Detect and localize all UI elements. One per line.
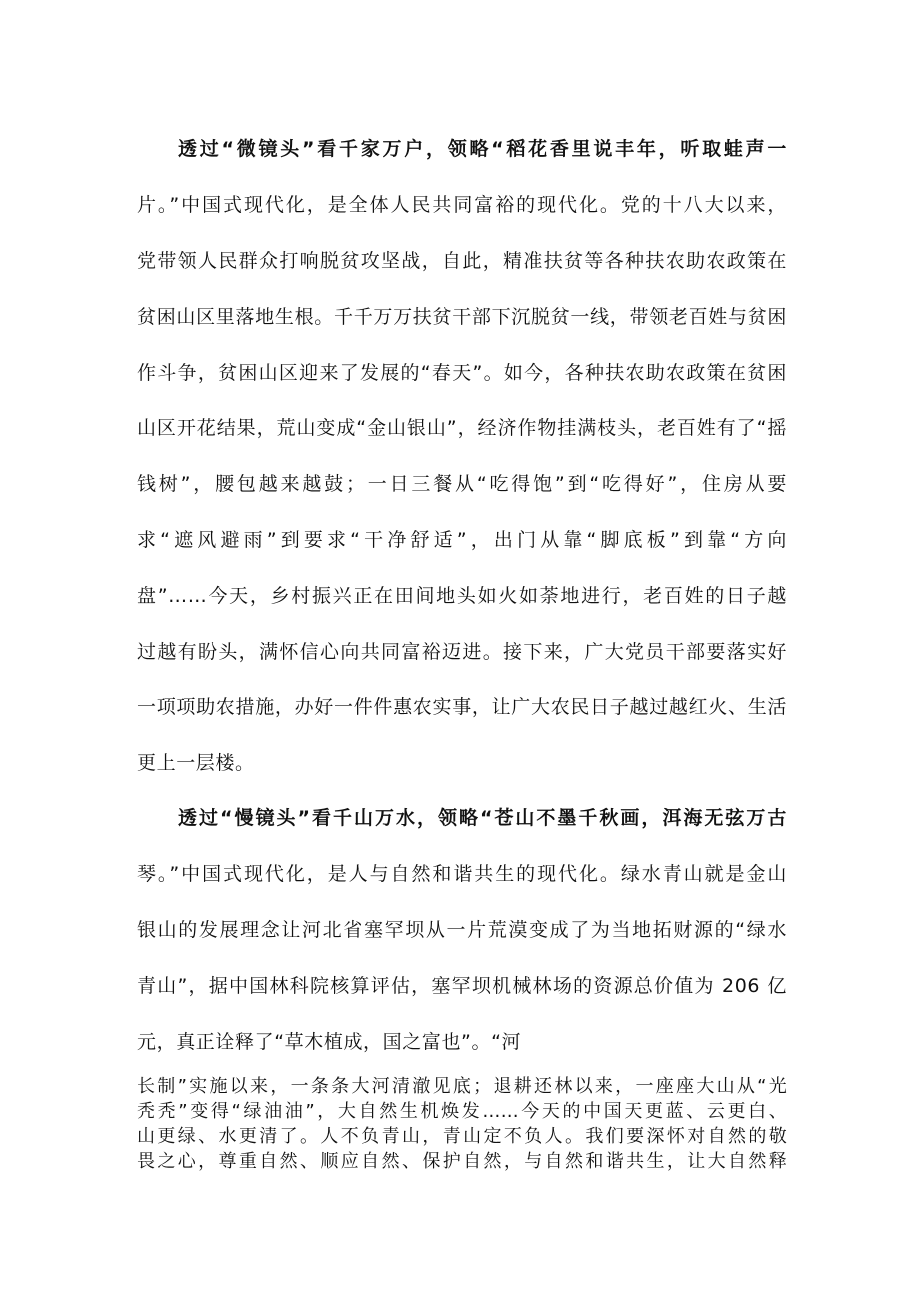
paragraph-1-lead: 透过“微镜头”看千家万户，领略“稻花香里说丰年，听取蛙声一 [178, 138, 787, 160]
paragraph-2-tight-line: 长制”实施以来，一条条大河清澈见底；退耕还林以来，一座座大山从“光 [137, 1076, 787, 1097]
paragraph-1-line: 山区开花结果，荒山变成“金山银山”，经济作物挂满枝头，老百姓有了“摇 [137, 417, 787, 439]
paragraph-2-tight-line: 畏之心，尊重自然、顺应自然、保护自然，与自然和谐共生，让大自然释 [137, 1151, 787, 1172]
paragraph-1-line: 党带领人民群众打响脱贫攻坚战，自此，精准扶贫等各种扶农助农政策在 [137, 250, 787, 272]
paragraph-1-line: 一项项助农措施，办好一件件惠农实事，让广大农民日子越过越红火、生活 [137, 696, 787, 718]
paragraph-1-line: 片。”中国式现代化，是全体人民共同富裕的现代化。党的十八大以来， [137, 194, 787, 216]
paragraph-1-line: 作斗争，贫困山区迎来了发展的“春天”。如今，各种扶农助农政策在贫困 [137, 362, 787, 384]
paragraph-2-line: 元，真正诠释了“草木植成，国之富也”。“河 [137, 1031, 522, 1053]
paragraph-2-lead: 透过“慢镜头”看千山万水，领略“苍山不墨千秋画，洱海无弦万古 [178, 807, 787, 829]
paragraph-1-line: 钱树”，腰包越来越鼓；一日三餐从“吃得饱”到“吃得好”，住房从要 [137, 473, 787, 495]
paragraph-1-line: 过越有盼头，满怀信心向共同富裕迈进。接下来，广大党员干部要落实好 [137, 641, 787, 663]
paragraph-1-line: 更上一层楼。 [137, 752, 255, 774]
paragraph-2-line: 银山的发展理念让河北省塞罕坝从一片荒漠变成了为当地拓财源的“绿水 [137, 919, 787, 941]
paragraph-2-line: 琴。”中国式现代化，是人与自然和谐共生的现代化。绿水青山就是金山 [137, 863, 787, 885]
paragraph-2-tight-line: 山更绿、水更清了。人不负青山，青山定不负人。我们要深怀对自然的敬 [137, 1126, 787, 1147]
paragraph-1-line: 贫困山区里落地生根。千千万万扶贫干部下沉脱贫一线，带领老百姓与贫困 [137, 306, 787, 328]
paragraph-1-line: 求“遮风避雨”到要求“干净舒适”，出门从靠“脚底板”到靠“方向 [137, 529, 787, 551]
paragraph-1-line: 盘”……今天，乡村振兴正在田间地头如火如荼地进行，老百姓的日子越 [137, 585, 787, 607]
paragraph-2-line: 青山”，据中国林科院核算评估，塞罕坝机械林场的资源总价值为 206 亿 [137, 975, 787, 997]
paragraph-2-tight-line: 秃秃”变得“绿油油”，大自然生机焕发……今天的中国天更蓝、云更白、 [137, 1101, 787, 1122]
